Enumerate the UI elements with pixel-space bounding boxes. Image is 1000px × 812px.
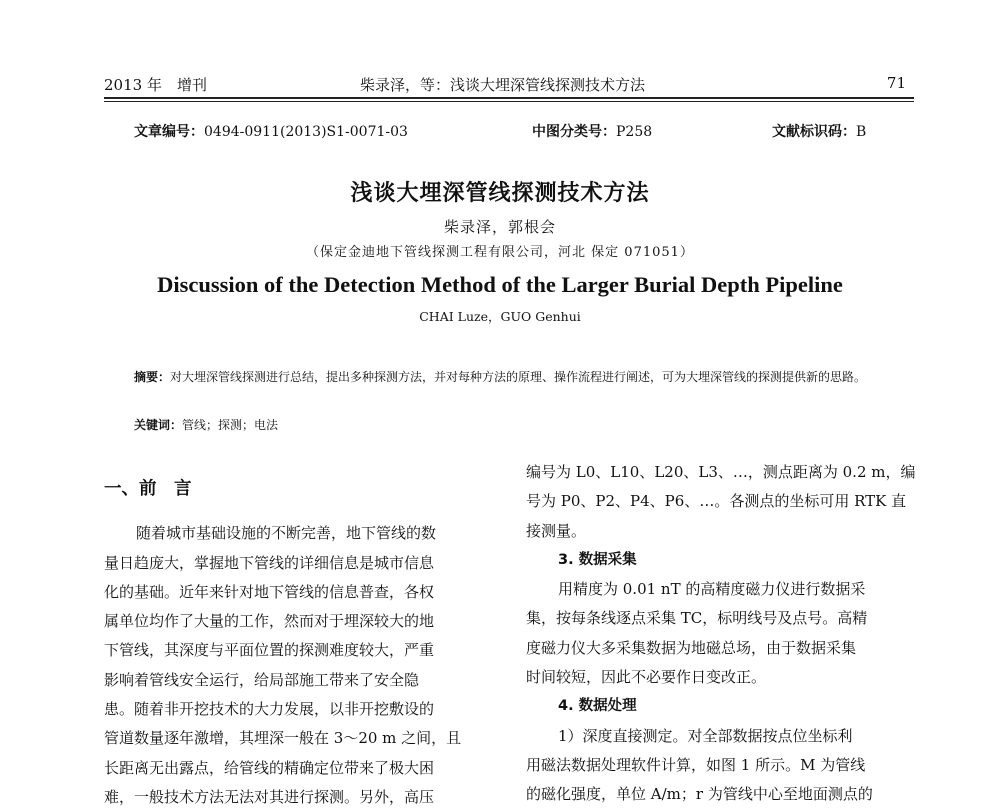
body-line: 随着城市基础设施的不断完善，地下管线的数 <box>136 524 437 543</box>
title-english: Discussion of the Detection Method of the Larger Burial Depth Pipeline <box>157 272 843 297</box>
running-head <box>104 74 914 96</box>
body-line: 用精度为 0.01 nT 的高精度磁力仪进行数据采 <box>558 580 866 599</box>
body-line: 的磁化强度，单位 A/m；r 为管线中心至地面测点的 <box>526 785 873 804</box>
body-line: 化的基础。近年来针对地下管线的信息普查，各权 <box>104 582 435 601</box>
keywords-text: 管线；探测；电法 <box>182 418 279 432</box>
body-line: 下管线，其深度与平面位置的探测难度较大，严重 <box>104 641 435 660</box>
keywords <box>134 416 884 433</box>
abstract-text: 对大埋深管线探测进行总结，提出多种探测方法，并对每种方法的原理、操作流程进行阐述，可为大埋深管线的探测提供新的思路。 <box>170 370 867 384</box>
body-line: 接测量。 <box>526 521 587 540</box>
header-rule-thin <box>104 101 914 102</box>
body-column-right <box>526 458 918 810</box>
journal-issue: 2013 年 增刊 <box>104 76 207 94</box>
body-line: 集，按每条线逐点采集 TC，标明线号及点号。高精 <box>526 609 868 628</box>
body-line: 影响着管线安全运行，给局部施工带来了安全隐 <box>104 670 420 689</box>
article-meta <box>134 121 884 143</box>
authors-chinese: 柴录泽，郭根会 <box>443 218 556 236</box>
body-line: 患。随着非开挖技术的大力发展，以非开挖敷设的 <box>104 700 435 719</box>
body-line: 1）深度直接测定。对全部数据按点位坐标利 <box>558 726 853 745</box>
title-chinese: 浅谈大埋深管线探测技术方法 <box>350 181 650 206</box>
body-line: 量日趋庞大，掌握地下管线的详细信息是城市信息 <box>104 553 435 572</box>
page-number: 71 <box>886 74 906 92</box>
body-line: 长距离无出露点，给管线的精确定位带来了极大困 <box>104 758 435 777</box>
body-line: 管道数量逐年激增，其埋深一般在 3～20 m 之间，且 <box>104 729 462 748</box>
body-line: 时间较短，因此不必要作日变改正。 <box>526 668 767 687</box>
body-line: 号为 P0、P2、P4、P6、…。各测点的坐标可用 RTK 直 <box>526 492 907 511</box>
abstract-label: 摘要： <box>134 370 171 384</box>
body-line: 度磁力仪大多采集数据为地磁总场，由于数据采集 <box>526 638 857 657</box>
running-title: 柴录泽，等：浅谈大埋深管线探测技术方法 <box>360 76 646 94</box>
keywords-label: 关键词： <box>134 418 183 432</box>
body-line: 编号为 L0、L10、L20、L3、…，测点距离为 0.2 m，编 <box>526 463 916 481</box>
header-rule-thick <box>104 97 914 99</box>
body-line: 用磁法数据处理软件计算，如图 1 所示。M 为管线 <box>526 755 866 774</box>
section-heading: 一、前 言 <box>104 479 192 499</box>
body-column-left <box>104 458 496 812</box>
body-line: 属单位均作了大量的工作，然而对于埋深较大的地 <box>104 612 435 631</box>
affiliation-chinese: （保定金迪地下管线探测工程有限公司，河北 保定 071051） <box>306 245 694 260</box>
subsection-heading: 3. 数据采集 <box>558 551 637 568</box>
article-number: 文章编号：0494-0911(2013)S1-0071-03 <box>134 124 408 140</box>
subsection-heading: 4. 数据处理 <box>558 698 637 715</box>
abstract <box>134 366 884 388</box>
authors-english: CHAI Luze，GUO Genhui <box>419 309 581 324</box>
document-code: 文献标识码：B <box>772 124 867 140</box>
body-line: 难，一般技术方法无法对其进行探测。另外，高压 <box>104 787 435 806</box>
clc-number: 中图分类号：P258 <box>532 124 653 140</box>
